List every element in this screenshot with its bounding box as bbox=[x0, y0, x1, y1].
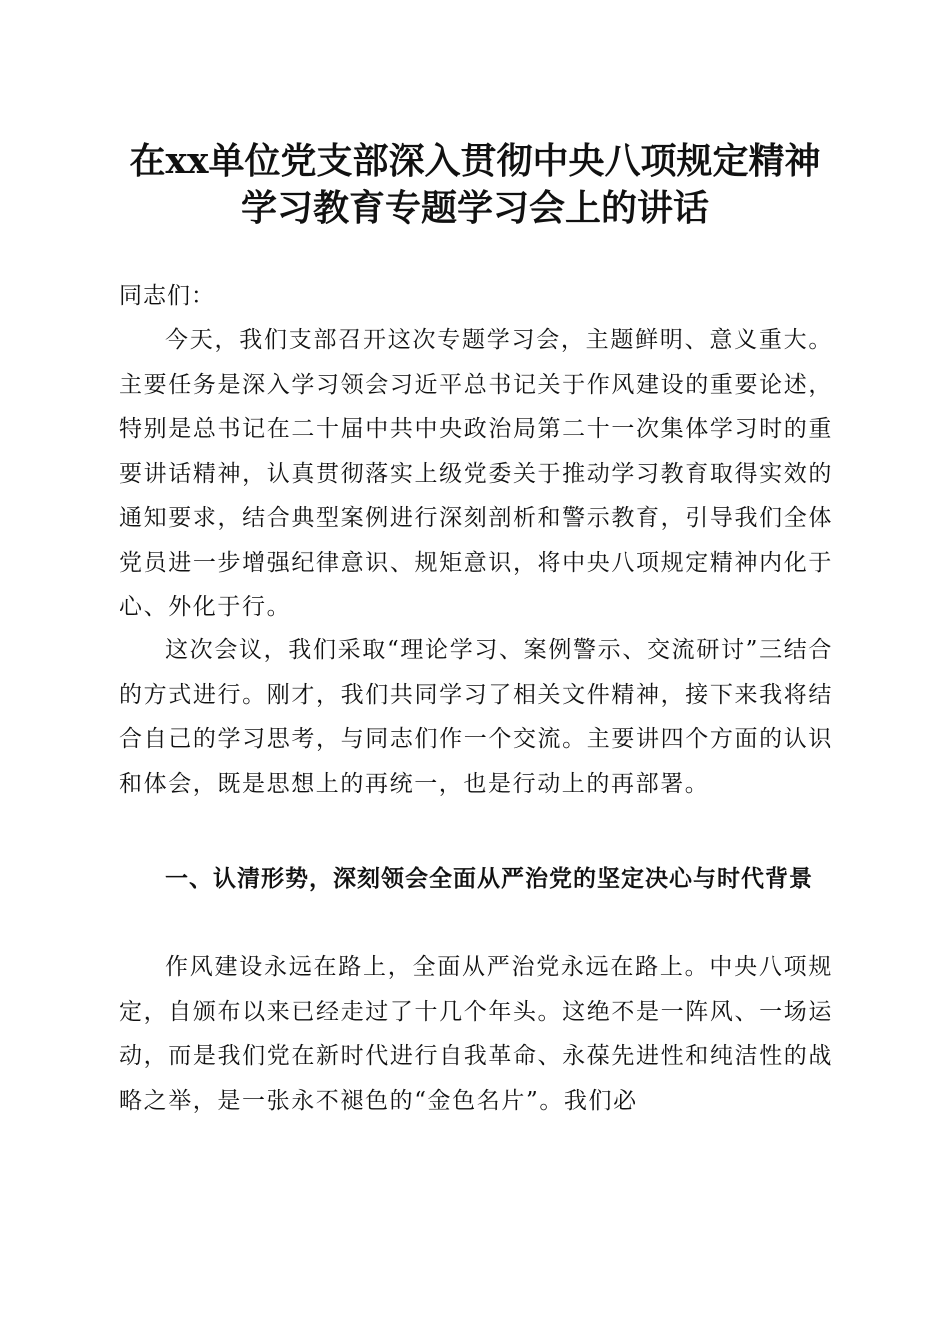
salutation: 同志们： bbox=[119, 283, 215, 309]
document-title-line-1: 在xx单位党支部深入贯彻中央八项规定精神 bbox=[129, 140, 821, 182]
section-heading-1: 一、认清形势，深刻领会全面从严治党的坚定决心与时代背景 bbox=[165, 866, 813, 892]
document-title-line-2: 学习教育专题学习会上的讲话 bbox=[240, 187, 709, 229]
paragraph-2: 这次会议，我们采取“理论学习、案例警示、交流研讨”三结合的方式进行。刚才，我们共同学习了相关文件精神，接下来我将结合自己的学习思考，与同志们作一个交流。主要讲四个方面的认识和体会，既是思想上的再统一，也是行动上的再部署。 bbox=[119, 637, 833, 797]
section-1-paragraph: 作风建设永远在路上，全面从严治党永远在路上。中央八项规定，自颁布以来已经走过了十几个年头。这绝不是一阵风、一场运动，而是我们党在新时代进行自我革命、永葆先进性和纯洁性的战略之举，是一张永不褪色的“金色名片”。我们必 bbox=[119, 954, 833, 1114]
paragraph-1: 今天，我们支部召开这次专题学习会，主题鲜明、意义重大。主要任务是深入学习领会习近平总书记关于作风建设的重要论述，特别是总书记在二十届中共中央政治局第二十一次集体学习时的重要讲话精神，认真贯彻落实上级党委关于推动学习教育取得实效的通知要求，结合典型案例进行深刻剖析和警示教育，引导我们全体党员进一步增强纪律意识、规矩意识，将中央八项规定精神内化于心、外化于行。 bbox=[119, 327, 833, 620]
